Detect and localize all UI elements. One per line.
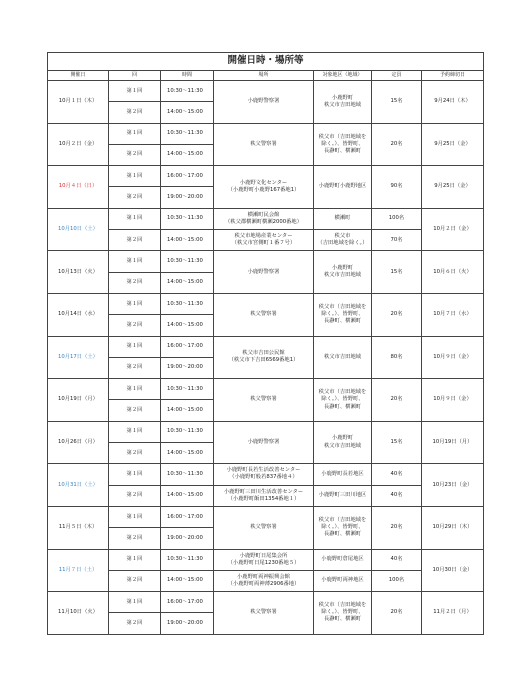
target-area-line: 長瀞町、横瀬町: [323, 616, 362, 623]
venue: [214, 166, 314, 209]
reservation-deadline: 10月９日（金）: [422, 379, 484, 422]
reservation-deadline: 11月２日（月）: [422, 592, 484, 635]
target-area: [314, 506, 372, 549]
capacity: 20名: [372, 293, 422, 336]
target-area-line: 秩父市: [334, 233, 351, 240]
event-date: 10月14日（水）: [48, 293, 109, 336]
event-date: 11月７日（土）: [48, 549, 109, 592]
venue: [214, 230, 314, 251]
table-row: [48, 123, 484, 144]
session-time: 14:00～15:00: [161, 400, 214, 421]
target-area: [314, 336, 372, 379]
header-deadline: 予約締切日: [422, 71, 484, 81]
session-number: 第１回: [109, 81, 161, 102]
target-area-line: 秩父市（吉田地域を: [318, 517, 367, 524]
venue-line: （秩父郡横瀬町横瀬2000番地）: [224, 218, 303, 225]
session-number: 第１回: [109, 208, 161, 229]
session-number: 第１回: [109, 293, 161, 314]
target-area: [314, 81, 372, 124]
venue-line: 秩父警察署: [250, 396, 277, 403]
target-area-line: 除く。）、皆野町、: [321, 396, 364, 403]
target-area-line: 秩父市（吉田地域を: [318, 602, 367, 609]
venue-line: 小鹿野町三田川生活改善センター: [223, 488, 304, 495]
event-date: 10月19日（月）: [48, 379, 109, 422]
session-number: 第２回: [109, 443, 161, 464]
reservation-deadline: 10月７日（水）: [422, 293, 484, 336]
venue: [214, 81, 314, 124]
session-number: 第１回: [109, 251, 161, 272]
header-date: 開催日: [48, 71, 109, 81]
header-time: 時間: [161, 71, 214, 81]
reservation-deadline: 10月19日（月）: [422, 421, 484, 464]
venue: [214, 592, 314, 635]
venue-line: （小鹿野町飯田1354番地１）: [227, 495, 300, 502]
reservation-deadline: 9月25日（金）: [422, 123, 484, 166]
reservation-deadline: 10月９日（金）: [422, 336, 484, 379]
table-row: [48, 251, 484, 272]
target-area-line: （吉田地域を除く。）: [317, 240, 368, 247]
target-area: [314, 251, 372, 294]
header-place: 場所: [214, 71, 314, 81]
capacity: 20名: [372, 506, 422, 549]
event-date: 10月１日（木）: [48, 81, 109, 124]
venue-line: （小鹿野町日尾1230番地５）: [227, 559, 300, 566]
session-number: 第２回: [109, 485, 161, 506]
table-row: [48, 336, 484, 357]
session-time: 10:30～11:30: [161, 81, 214, 102]
target-area-line: 除く。）、皆野町、: [321, 311, 364, 318]
venue: [214, 506, 314, 549]
target-area: [314, 421, 372, 464]
event-date: 10月31日（土）: [48, 464, 109, 507]
session-number: 第１回: [109, 592, 161, 613]
venue-line: 小鹿野町日尾集会所: [239, 552, 288, 559]
venue-line: （小鹿野町般若837番地４）: [229, 474, 298, 481]
venue-line: 秩父警察署: [250, 140, 277, 147]
session-number: 第２回: [109, 528, 161, 549]
venue-line: 小鹿野町両神振興会館: [237, 573, 290, 580]
target-area-line: 小鹿野町三田川地区: [318, 492, 367, 499]
venue-line: 秩父市地場産業センター: [234, 233, 293, 240]
venue: [214, 570, 314, 591]
session-time: 14:00～15:00: [161, 570, 214, 591]
target-area-line: 秩父市吉田地域: [323, 272, 362, 279]
reservation-deadline: 9月24日（木）: [422, 81, 484, 124]
venue: [214, 208, 314, 229]
venue-line: 小鹿野警察署: [247, 268, 280, 275]
target-area-line: 小鹿野町倉尾地区: [321, 556, 364, 563]
target-area-line: 長瀞町、横瀬町: [323, 531, 362, 538]
capacity: 100名: [372, 208, 422, 229]
capacity: 100名: [372, 570, 422, 591]
capacity: 20名: [372, 123, 422, 166]
venue: [214, 485, 314, 506]
target-area-line: 秩父市吉田地域: [323, 353, 362, 360]
venue-line: 小鹿野警察署: [247, 98, 280, 105]
target-area-line: 秩父市（吉田地域を: [318, 304, 367, 311]
event-date: 10月26日（月）: [48, 421, 109, 464]
session-time: 14:00～15:00: [161, 102, 214, 123]
target-area-line: 秩父市（吉田地域を: [318, 389, 367, 396]
session-time: 14:00～15:00: [161, 485, 214, 506]
venue-line: 小鹿野文化センター: [239, 179, 288, 186]
table-row: [48, 208, 484, 229]
target-area-line: 長瀞町、横瀬町: [323, 403, 362, 410]
session-number: 第１回: [109, 123, 161, 144]
session-number: 第１回: [109, 166, 161, 187]
header-target-area: 対象地区（地域）: [314, 71, 372, 81]
venue: [214, 336, 314, 379]
capacity: 20名: [372, 592, 422, 635]
target-area-line: 秩父市吉田地域: [323, 101, 362, 108]
session-time: 14:00～15:00: [161, 315, 214, 336]
session-number: 第１回: [109, 464, 161, 485]
venue: [214, 251, 314, 294]
target-area: [314, 293, 372, 336]
session-number: 第１回: [109, 421, 161, 442]
target-area: [314, 549, 372, 570]
capacity: 80名: [372, 336, 422, 379]
session-number: 第２回: [109, 400, 161, 421]
target-area-line: 小鹿野町: [331, 94, 354, 101]
session-time: 10:30～11:30: [161, 464, 214, 485]
venue: [214, 464, 314, 485]
target-area-line: 除く。）、皆野町、: [321, 524, 364, 531]
session-time: 14:00～15:00: [161, 230, 214, 251]
venue: [214, 549, 314, 570]
capacity: 40名: [372, 464, 422, 485]
table-row: [48, 230, 484, 251]
table-row: [48, 570, 484, 591]
table-row: [48, 464, 484, 485]
reservation-deadline: 10月29日（木）: [422, 506, 484, 549]
session-number: 第１回: [109, 506, 161, 527]
event-date: 11月５日（木）: [48, 506, 109, 549]
table-row: [48, 485, 484, 506]
target-area-line: 小鹿野町長若地区: [321, 470, 364, 477]
target-area: [314, 379, 372, 422]
session-number: 第２回: [109, 102, 161, 123]
target-area: [314, 208, 372, 229]
table-row: [48, 549, 484, 570]
event-date: 10月２日（金）: [48, 123, 109, 166]
event-date: 10月17日（土）: [48, 336, 109, 379]
session-time: 16:00～17:00: [161, 336, 214, 357]
table-row: [48, 506, 484, 527]
target-area-line: 小鹿野町: [331, 265, 354, 272]
session-time: 10:30～11:30: [161, 421, 214, 442]
capacity: 15名: [372, 81, 422, 124]
session-number: 第１回: [109, 336, 161, 357]
target-area-line: 小鹿野町小鹿野地区: [318, 183, 367, 190]
venue-line: 横瀬町民会館: [247, 211, 280, 218]
target-area-line: 小鹿野町: [331, 435, 354, 442]
session-number: 第２回: [109, 570, 161, 591]
event-date: 10月４日（日）: [48, 166, 109, 209]
capacity: 20名: [372, 379, 422, 422]
session-time: 14:00～15:00: [161, 443, 214, 464]
session-time: 10:30～11:30: [161, 251, 214, 272]
target-area-line: 除く。）、皆野町、: [321, 140, 364, 147]
target-area: [314, 592, 372, 635]
session-number: 第２回: [109, 230, 161, 251]
event-date: 11月10日（火）: [48, 592, 109, 635]
venue-line: （秩父市宮側町１番７号）: [231, 240, 296, 247]
capacity: 15名: [372, 251, 422, 294]
session-number: 第２回: [109, 272, 161, 293]
session-time: 10:30～11:30: [161, 549, 214, 570]
session-time: 19:00～20:00: [161, 357, 214, 378]
target-area-line: 秩父市吉田地域: [323, 442, 362, 449]
session-time: 16:00～17:00: [161, 506, 214, 527]
venue: [214, 293, 314, 336]
target-area: [314, 485, 372, 506]
session-time: 10:30～11:30: [161, 208, 214, 229]
target-area: [314, 464, 372, 485]
session-number: 第１回: [109, 549, 161, 570]
venue-line: 小鹿野町長若生活改善センター: [226, 467, 301, 474]
capacity: 70名: [372, 230, 422, 251]
table-row: [48, 379, 484, 400]
session-time: 10:30～11:30: [161, 293, 214, 314]
target-area-line: 長瀞町、横瀬町: [323, 318, 362, 325]
session-time: 16:00～17:00: [161, 592, 214, 613]
target-area-line: 小鹿野町両神地区: [321, 577, 364, 584]
table-row: [48, 592, 484, 613]
venue-line: 秩父警察署: [250, 524, 277, 531]
target-area-line: 横瀬町: [334, 215, 351, 222]
table-row: [48, 81, 484, 102]
capacity: 40名: [372, 549, 422, 570]
table-title: 開催日時・場所等: [48, 53, 484, 71]
event-date: 10月13日（火）: [48, 251, 109, 294]
session-time: 19:00～20:00: [161, 187, 214, 208]
target-area: [314, 230, 372, 251]
target-area: [314, 166, 372, 209]
venue-line: 小鹿野警察署: [247, 438, 280, 445]
session-number: 第２回: [109, 357, 161, 378]
capacity: 90名: [372, 166, 422, 209]
session-time: 19:00～20:00: [161, 528, 214, 549]
target-area-line: 長瀞町、横瀬町: [323, 147, 362, 154]
reservation-deadline: 10月２日（金）: [422, 208, 484, 251]
session-time: 14:00～15:00: [161, 272, 214, 293]
table-row: [48, 421, 484, 442]
venue: [214, 123, 314, 166]
target-area-line: 除く。）、皆野町、: [321, 609, 364, 616]
venue-line: 秩父警察署: [250, 609, 277, 616]
session-number: 第２回: [109, 315, 161, 336]
session-time: 19:00～20:00: [161, 613, 214, 634]
venue-line: （秩父市下吉田6569番地1）: [228, 357, 299, 364]
header-capacity: 定員: [372, 71, 422, 81]
schedule-table: [47, 52, 484, 635]
header-session: 回: [109, 71, 161, 81]
session-number: 第２回: [109, 613, 161, 634]
capacity: 15名: [372, 421, 422, 464]
reservation-deadline: 9月25日（金）: [422, 166, 484, 209]
reservation-deadline: 10月30日（金）: [422, 549, 484, 592]
table-row: [48, 293, 484, 314]
session-time: 10:30～11:30: [161, 379, 214, 400]
reservation-deadline: 10月６日（火）: [422, 251, 484, 294]
venue-line: （小鹿野町両神薄2906番地）: [227, 580, 300, 587]
venue-line: 秩父市吉田公民館: [242, 350, 285, 357]
venue: [214, 421, 314, 464]
session-number: 第１回: [109, 379, 161, 400]
session-time: 10:30～11:30: [161, 123, 214, 144]
target-area-line: 秩父市（吉田地域を: [318, 133, 367, 140]
target-area: [314, 123, 372, 166]
target-area: [314, 570, 372, 591]
event-date: 10月10日（土）: [48, 208, 109, 251]
venue-line: 秩父警察署: [250, 311, 277, 318]
session-time: 16:00～17:00: [161, 166, 214, 187]
reservation-deadline: 10月23日（金）: [422, 464, 484, 507]
session-time: 14:00～15:00: [161, 144, 214, 165]
session-number: 第２回: [109, 187, 161, 208]
schedule-body: [48, 81, 484, 635]
venue-line: （小鹿野町小鹿野167番地1）: [227, 186, 300, 193]
session-number: 第２回: [109, 144, 161, 165]
capacity: 40名: [372, 485, 422, 506]
venue: [214, 379, 314, 422]
table-row: [48, 166, 484, 187]
